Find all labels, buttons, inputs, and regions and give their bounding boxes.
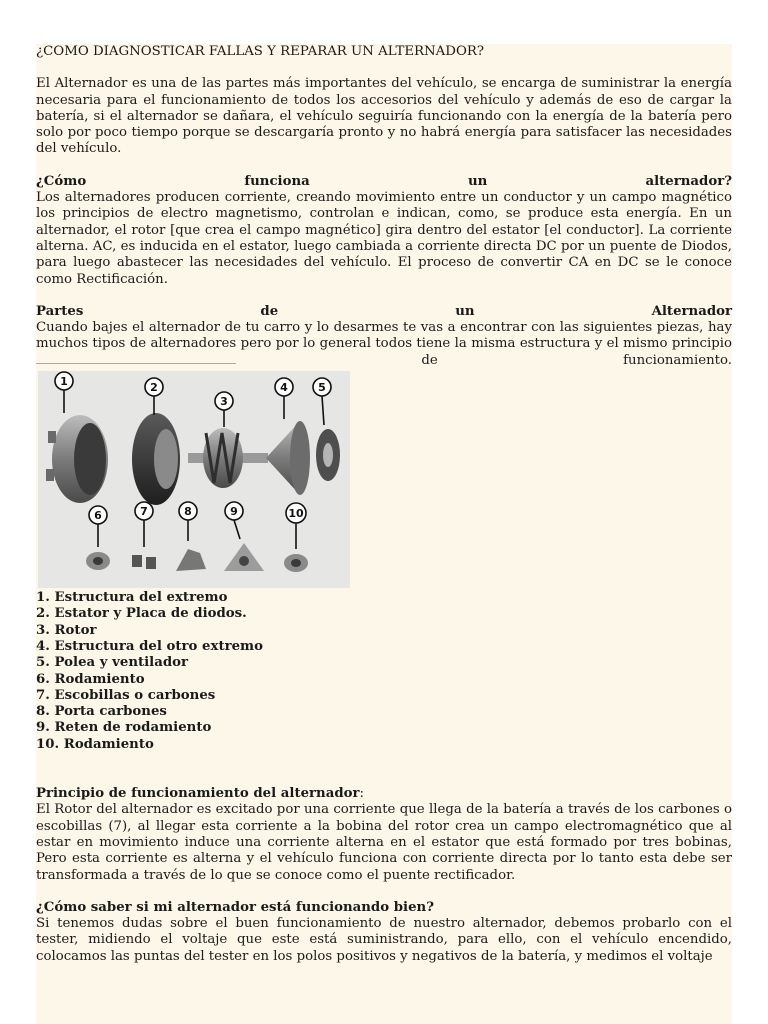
parts-list-item: 5. Polea y ventilador [36,655,189,671]
part-5-pulley-fan [316,429,340,481]
document-content [36,44,732,965]
callout-5: 5 [318,381,326,395]
principle-paragraph: El Rotor del alternador es excitado por una corriente que llega de la batería a través de los carbones o escobillas (7), al llegar esta corriente a la bobina del rotor crea un campo electromagnético que al estar en movimiento induce una corriente alterna en el estator que está formado por tres bobinas, Pero esta corriente es alterna y el vehículo funciona con corriente directa por lo tanto esta debe ser transformada a través de lo que se conoce como el puente rectificador. [36,802,732,883]
parts-paragraph-text: Cuando bajes el alternador de tu carro y lo desarmes te vas a encontrar con las siguientes piezas, hay muchos tipos de alternadores pero por lo general todos tiene la misma estructura y el mismo principio [36,320,732,352]
parts-list-item: 2. Estator y Placa de diodos. [36,606,247,622]
how-works-paragraph: Los alternadores producen corriente, creando movimiento entre un conductor y un campo magnético los principios de electro magnetismo, controlan e indican, como, se produce esta energía. En un alternador, el rotor [que crea el campo magnético] gira dentro del estator [el conductor]. La corriente alterna. AC, es inducida en el estator, luego cambiada a corriente directa DC por un puente de Diodos, para luego abastecer las necesidades del vehículo. El proceso de convertir CA en DC se le conoce como Rectificación. [36,190,732,287]
part-6-bearing [86,552,110,570]
callout-8: 8 [184,505,192,519]
parts-heading [36,304,732,320]
alternator-parts-figure [38,371,350,588]
parts-list-item: 1. Estructura del extremo [36,590,228,606]
parts-list-item: 6. Rodamiento [36,671,145,687]
document-page [36,44,732,1024]
how-works-heading [36,174,732,190]
callout-6: 6 [94,509,102,523]
parts-list-item: 9. Reten de rodamiento [36,720,212,736]
check-heading-text: ¿Cómo saber si mi alternador está funcionando bien? [36,899,434,915]
callout-7: 7 [140,505,148,519]
callout-2: 2 [150,381,158,395]
parts-list-item: 10. Rodamiento [36,736,154,752]
parts-heading-text: Partes de un Alternador [36,303,732,319]
parts-list-item: 4. Estructura del otro extremo [36,638,263,654]
callout-4: 4 [280,381,288,395]
principle-heading [36,786,732,802]
parts-list-item: 8. Porta carbones [36,704,167,720]
callout-3: 3 [220,395,228,409]
principle-heading-suffix: : [359,786,364,802]
parts-paragraph-underline [36,353,236,364]
parts-paragraph-tail: de funcionamiento. [421,352,732,368]
callout-1: 1 [60,375,68,389]
how-works-heading-text: ¿Cómo funciona un alternador? [36,173,732,189]
parts-list-item: 3. Rotor [36,622,97,638]
part-10-bearing [284,554,308,572]
parts-list-item: 7. Escobillas o carbones [36,687,216,703]
parts-paragraph [36,320,732,369]
intro-paragraph: El Alternador es una de las partes más importantes del vehículo, se encarga de suministrar la energía necesaria para el funcionamiento de todos los accesorios del vehículo y además de eso de cargar la batería, si el alternador se dañara, el vehículo seguiría funcionando con la energía de la batería pero solo por poco tiempo porque se descargaría pronto y no habrá energía para satisfacer las necesidades del vehículo. [36,76,732,157]
alternator-parts-illustration [38,371,350,588]
document-title: ¿COMO DIAGNOSTICAR FALLAS Y REPARAR UN ALTERNADOR? [36,44,484,59]
part-2-stator [132,413,180,505]
check-paragraph: Si tenemos dudas sobre el buen funcionamiento de nuestro alternador, debemos probarlo con el tester, midiendo el voltaje que este está suministrando, para ello, con el vehículo encendido, colocamos las puntas del tester en los polos positivos y negativos de la batería, y medimos el voltaje [36,916,732,964]
callout-10: 10 [288,507,304,521]
check-heading [36,900,732,916]
parts-list [36,590,732,753]
principle-heading-text: Principio de funcionamiento del alternador [36,786,360,802]
callout-9: 9 [230,505,238,519]
